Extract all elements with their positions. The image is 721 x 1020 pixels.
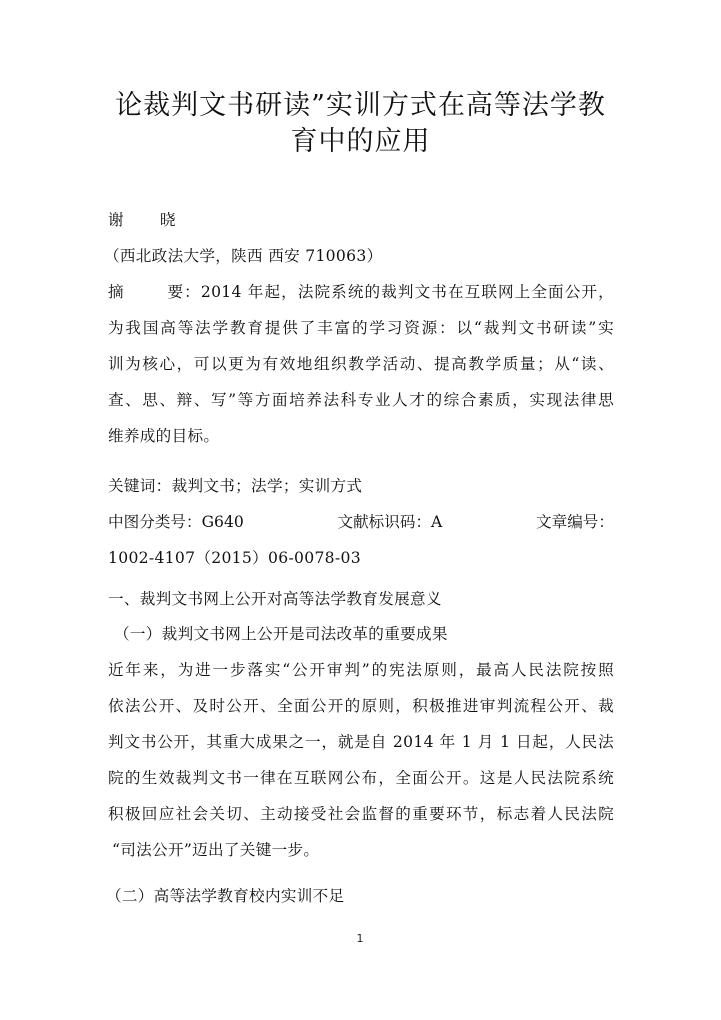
- paragraph-1-line-5: 积极回应社会关切、主动接受社会监督的重要环节，标志着人民法院: [108, 805, 614, 823]
- document-title: [100, 88, 621, 160]
- paragraph-1-line-2: 依法公开、及时公开、全面公开的原则，积极推进审判流程公开、裁: [108, 697, 614, 715]
- keywords-line: 关键词：裁判文书；法学；实训方式: [108, 477, 363, 495]
- abstract-line-4: 查、思、辩、写”等方面培养法科专业人才的综合素质，实现法律思: [108, 391, 614, 409]
- document-code: 文献标识码：A: [337, 513, 443, 531]
- article-number-label: 文章编号：: [536, 513, 614, 531]
- abstract-line-3: 训为核心，可以更为有效地组织教学活动、提高教学质量；从“读、: [108, 355, 614, 373]
- section-heading-1: 一、裁判文书网上公开对高等法学教育发展意义: [108, 590, 442, 608]
- author-given-name: 晓: [159, 211, 176, 229]
- author-surname: 谢: [108, 211, 124, 229]
- abstract-text-1: 2014 年起，法院系统的裁判文书在互联网上全面公开，: [200, 283, 614, 301]
- paragraph-1-line-6: “司法公开”迈出了关键一步。: [112, 841, 320, 859]
- abstract-label-second: 要：: [166, 283, 201, 301]
- subsection-heading-2: （二）高等法学教育校内实训不足: [106, 887, 345, 905]
- title-line-1: 论裁判文书研读”实训方式在高等法学教: [115, 90, 606, 121]
- paragraph-1-line-1: 近年来，为进一步落实“公开审判”的宪法原则，最高人民法院按照: [108, 661, 614, 679]
- abstract-label-first: 摘: [108, 283, 125, 301]
- paragraph-1-line-3: 判文书公开，其重大成果之一，就是自 2014 年 1 月 1 日起，人民法: [108, 733, 614, 751]
- author-affiliation: （西北政法大学，陕西 西安 710063）: [104, 247, 383, 265]
- article-number-value: 1002-4107（2015）06-0078-03: [108, 549, 361, 567]
- clc-number: 中图分类号：G640: [108, 513, 244, 531]
- paragraph-1-line-4: 院的生效裁判文书一律在互联网公布，全面公开。这是人民法院系统: [108, 769, 614, 787]
- abstract-line-5: 维养成的目标。: [108, 427, 220, 445]
- title-line-2: 育中的应用: [290, 126, 431, 157]
- classification-row: [108, 512, 614, 532]
- author-line: [108, 210, 614, 230]
- abstract-line-2: 为我国高等法学教育提供了丰富的学习资源：以“裁判文书研读”实: [108, 319, 614, 337]
- subsection-heading-1: （一）裁判文书网上公开是司法改革的重要成果: [114, 625, 448, 643]
- abstract-line-1: [108, 282, 614, 302]
- page-number: 1: [356, 932, 364, 945]
